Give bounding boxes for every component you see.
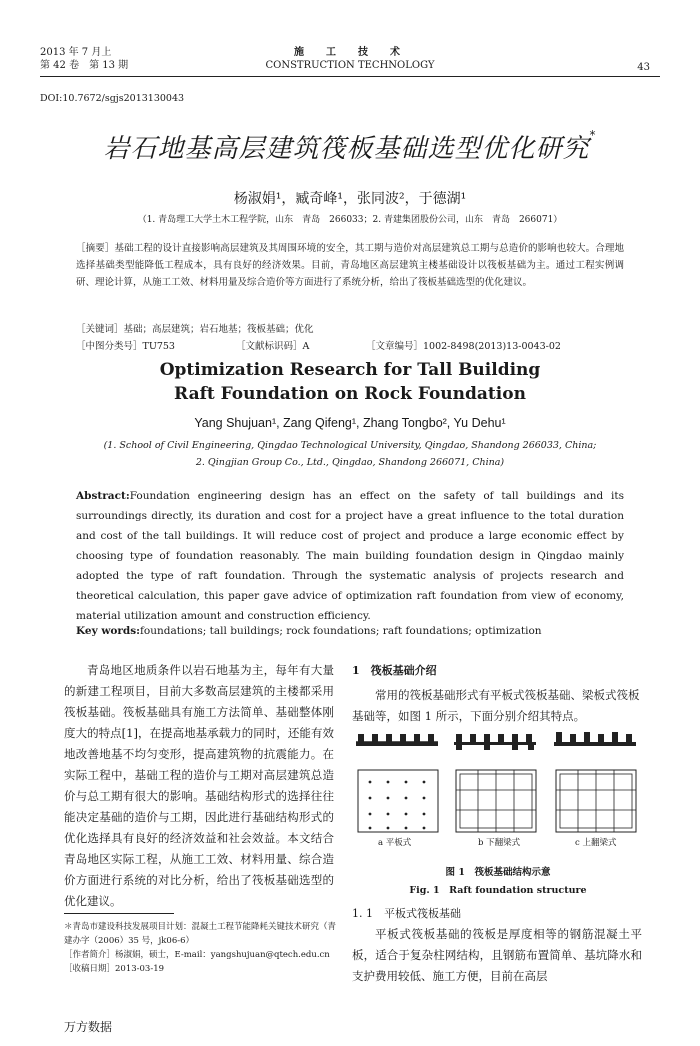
footnote-received: ［收稿日期］2013-03-19 [64,964,165,974]
footnotes [64,920,336,976]
issue-date: 2013 年 7 月上 [40,47,112,58]
abstract-zh: ［摘要］基础工程的设计直接影响高层建筑及其周围环境的安全，其工期与造价对高层建筑总工期与总造价的影响也较大。合理地选择基础类型能降低工程成本，具有良好的经济效果。目前，青岛地区高层建筑主楼基础设计以筏板基础为主。通过工程实例调研、理论计算，从施工工效、材料用量及综合造价等方面进行了系统分析，给出了筏板基础选型的优化建议。 [76,243,624,288]
figure-1-caption-zh: 图 1 筏板基础结构示意 [445,867,551,878]
figure-1b-downturned-beam [454,734,536,832]
section-1-heading: 1 筏板基础介绍 [352,664,437,677]
title-en-line2: Raft Foundation on Rock Foundation [174,384,526,404]
section-1-text: 常用的筏板基础形式有平板式筏板基础、梁板式筏板基础等，如图 1 所示，下面分别介绍其特点。 [352,688,640,723]
journal-name-en: CONSTRUCTION TECHNOLOGY [265,60,435,71]
figure-1c-upturned-beam [554,732,636,832]
title-en [0,358,700,406]
volume-issue: 第 42 卷 第 13 期 [40,60,129,71]
figure-1b-label: b 下翻梁式 [478,838,521,848]
running-header-center [0,46,700,72]
title-zh [0,128,700,165]
figure-1c-label: c 上翻梁式 [575,838,617,848]
affiliation-en [0,437,700,471]
affiliation-zh: （1. 青岛理工大学土木工程学院，山东 青岛 266033；2. 青建集团股份公司，山东 青岛 266071） [137,215,563,225]
section-1-1-text: 平板式筏板基础的筏板是厚度相等的钢筋混凝土平板，适合于复杂柱网结构，且钢筋布置简单、基坑降水和支护费用较低、施工方便，目前在高层 [352,927,642,983]
doi: DOI:10.7672/sgjs2013130043 [40,93,185,104]
article-number: ［文章编号］1002-8498(2013)13-0043-02 [366,341,561,352]
affiliation-en-1: (1. School of Civil Engineering, Qingdao Technological University, Qingdao, Shandong 266033, China; [103,440,597,451]
figure-1-caption-en: Fig. 1 Raft foundation structure [409,885,587,896]
figure-1a-label: a 平板式 [378,838,412,848]
title-en-line1: Optimization Research for Tall Building [159,360,541,380]
authors-zh: 杨淑娟¹，臧奇峰¹，张同波²，于德湖¹ [233,191,467,207]
document-code: ［文献标识码］A [236,341,310,352]
keywords-zh: ［关键词］基础；高层建筑；岩石地基；筏板基础；优化 [76,324,314,335]
keywords-en-text: foundations; tall buildings; rock foundations; raft foundations; optimization [140,625,542,637]
footnote-author: ［作者简介］杨淑娟，硕士，E-mail：yangshujuan@qtech.edu.cn [64,950,330,960]
footnote-fund: ＊青岛市建设科技发展项目计划：混凝土工程节能降耗关键技术研究（青建办字（2006）35 号，jk06-6） [64,922,337,946]
watermark: 万方数据 [64,1020,113,1034]
authors-en: Yang Shujuan¹, Zang Qifeng¹, Zhang Tongbo², Yu Dehu¹ [194,416,506,430]
page-number: 43 [637,62,650,73]
class-number: ［中图分类号］TU753 [76,341,175,352]
classification-line [76,338,624,355]
abstract-en [76,486,624,626]
body-intro-paragraph: 青岛地区地质条件以岩石地基为主，每年有大量的新建工程项目，目前大多数高层建筑的主楼都采用筏板基础。筏板基础具有施工方法简单、基础整体刚度大的特点[1]，在提高地基承载力的同时，还能有效地改善地基不均匀变形，提高建筑物的抗震能力。在实际工程中，基础工程的造价与工期对高层建筑总造价与总工期有很大的影响。基础结构形式的选择往往能决定基础的造价与工期，因此进行基础结构形式的优化选择具有良好的经济效益和社会效益。本文结合青岛地区实际工程，从施工工效、材料用量、综合造价方面进行系统的对比分析，给出了筏板基础选型的优化建议。 [64,663,334,908]
keywords-en-label: Key words: [76,625,141,637]
title-zh-text: 岩石地基高层建筑筏板基础选型优化研究 [103,134,590,164]
footnote-rule [64,913,174,914]
abstract-en-text: Foundation engineering design has an effect on the safety of tall buildings and its surroundings directly, its duration and cost for a project have a great influence to the total duration and cost of the tall buildings. It will reduce cost of project and produce a large economic effect by choosing type of foundation reasonably. The main building foundation design in Qingdao mainly adopted the type of raft foundation. Through the systematic analysis of projects research and theoretical calculation, this paper gave advice of optimization raft foundation from view of economy, material utilization amount and construction efficiency. [76,490,624,622]
journal-name-zh: 施 工 技 术 [294,47,406,58]
section-1-1-heading: 1. 1 平板式筏板基础 [352,907,461,920]
title-footnote-mark: * [589,128,597,142]
abstract-en-label: Abstract: [76,490,130,502]
affiliation-en-2: 2. Qingjian Group Co., Ltd., Qingdao, Shandong 266071, China) [195,457,505,468]
keywords-en [76,625,624,637]
header-rule [40,76,660,77]
figure-1a-flat-plate [356,734,438,832]
